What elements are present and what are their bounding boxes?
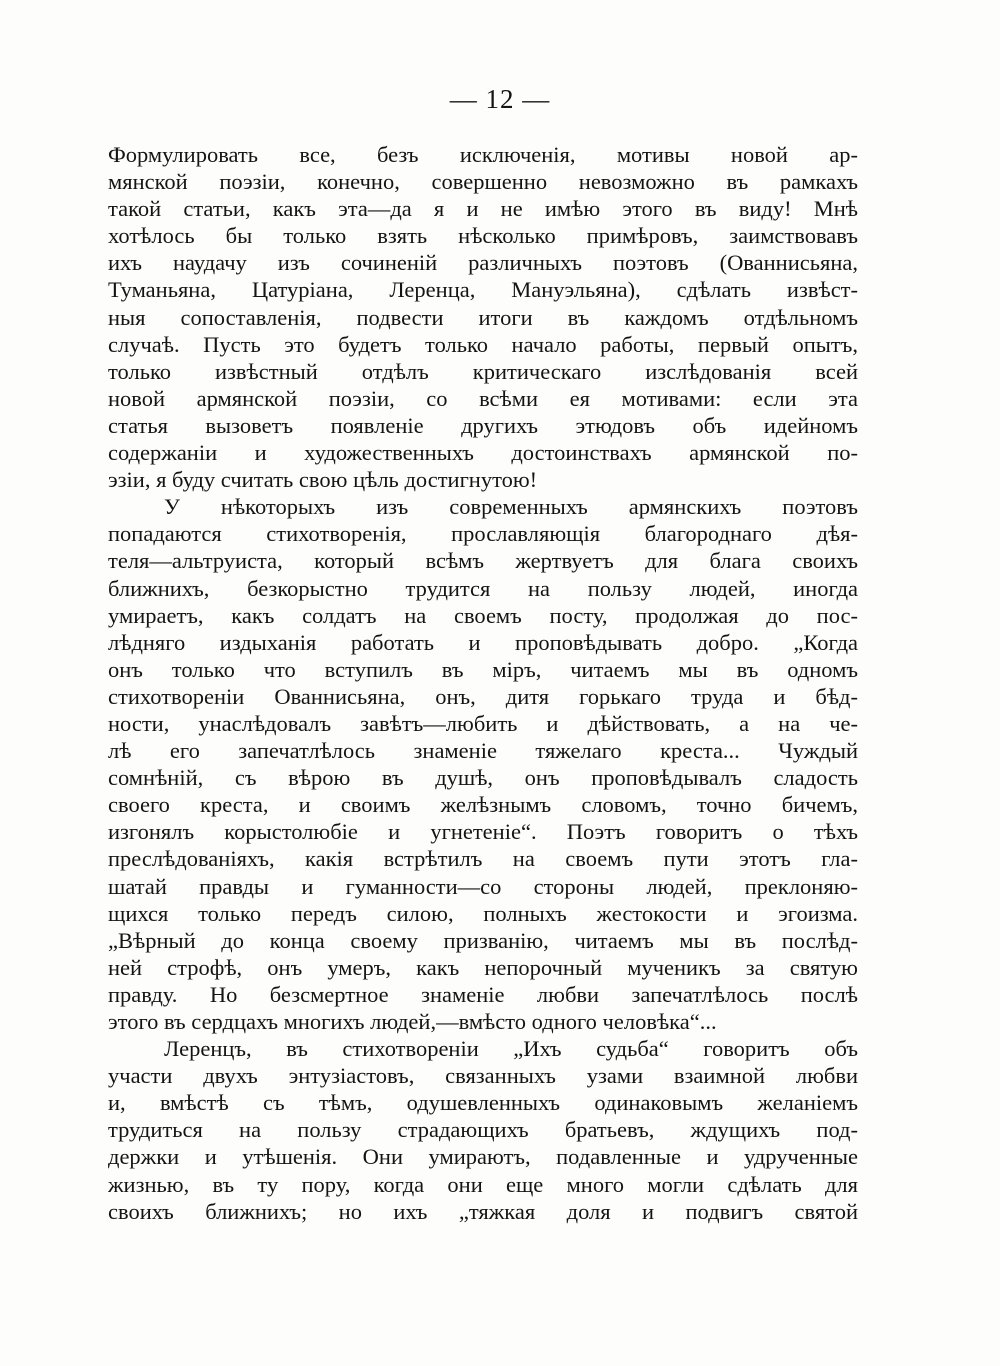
text-line: участи двухъ энтузіастовъ, связанныхъ узами взаимной любви [108,1063,858,1089]
text-line: правду. Но безсмертное знаменіе любви запечатлѣлось послѣ [108,981,858,1007]
text-line: жизнью, въ ту пору, когда они еще много могли сдѣлать для [108,1171,858,1197]
page-number: — 12 — [449,84,551,114]
text-line: ближнихъ, безкорыстно трудится на пользу людей, иногда [108,575,858,601]
text-line: теля—альтруиста, который всѣмъ жертвуетъ для блага своихъ [108,548,858,574]
body-text [108,141,858,1225]
text-line: случаѣ. Пусть это будетъ только начало работы, первый опытъ, [108,331,858,357]
text-line: Формулировать все, безъ исключенія, мотивы новой ар- [108,142,858,167]
text-line: сомнѣній, съ вѣрою въ душѣ, онъ проповѣдывалъ сладость [108,765,858,791]
text-line: Леренцъ, въ стихотвореніи „Ихъ судьба“ говоритъ объ [164,1036,858,1062]
text-line: новой армянской поэзіи, со всѣми ея мотивами: если эта [108,385,858,411]
text-line: своего креста, и своимъ желѣзнымъ словомъ, точно бичемъ, [108,792,858,818]
text-line: трудиться на пользу страдающихъ братьевъ, ждущихъ под- [108,1117,858,1143]
text-line: лѣ его запечатлѣлось знаменіе тяжелаго креста... Чуждый [108,738,858,764]
text-line: и, вмѣстѣ съ тѣмъ, одушевленныхъ одинаковымъ желаніемъ [108,1090,858,1116]
text-line: ней строфѣ, онъ умеръ, какъ непорочный мученикъ за святую [108,954,858,980]
text-line: щихся только передъ силою, полныхъ жестокости и эгоизма. [108,900,858,926]
text-line: У нѣкоторыхъ изъ современныхъ армянскихъ поэтовъ [164,494,858,520]
text-line: изгонялъ корыстолюбіе и угнетеніе“. Поэтъ говоритъ о тѣхъ [108,819,858,845]
text-line: шатай правды и гуманности—со стороны людей, преклоняю- [108,873,858,899]
text-line: мянской поэзіи, конечно, совершенно невозможно въ рамкахъ [108,169,858,195]
text-line: преслѣдованіяхъ, какія встрѣтилъ на своемъ пути этотъ гла- [108,846,858,872]
text-line: „Вѣрный до конца своему призванію, читаемъ мы въ послѣд- [108,927,858,953]
text-line: ности, унаслѣдовалъ завѣтъ—любить и дѣйствовать, а на че- [108,710,858,736]
text-line: стихотвореніи Ованнисьяна, онъ, дитя горькаго труда и бѣд- [108,683,858,709]
text-line: этого въ сердцахъ многихъ людей,—вмѣсто одного человѣка“... [108,1009,717,1034]
text-line: содержаніи и художественныхъ достоинствахъ армянской по- [108,440,858,466]
text-line: хотѣлось бы только взять нѣсколько примѣровъ, заимствовавъ [108,223,858,249]
text-line: держки и утѣшенія. Они умираютъ, подавленные и удрученные [108,1144,858,1170]
text-line: онъ только что вступилъ въ міръ, читаемъ мы въ одномъ [108,656,858,682]
text-line: только извѣстный отдѣлъ критическаго изслѣдованія всей [108,358,858,384]
text-line: Туманьяна, Цатуріана, Леренца, Мануэльяна), сдѣлать извѣст- [108,277,858,303]
text-line: статья вызоветъ появленіе другихъ этюдовъ объ идейномъ [108,412,858,438]
text-line: ныя сопоставленія, подвести итоги въ каждомъ отдѣльномъ [108,304,858,330]
text-line: эзіи, я буду считать свою цѣль достигнутою! [108,467,538,493]
text-line: своихъ ближнихъ; но ихъ „тяжкая доля и подвигъ святой [108,1198,858,1224]
text-line: умираетъ, какъ солдатъ на своемъ посту, продолжая до пос- [108,602,858,628]
text-line: ихъ наудачу изъ сочиненій различныхъ поэтовъ (Ованнисьяна, [108,250,858,276]
text-line: лѣдняго издыханія работать и проповѣдывать добро. „Когда [108,629,858,655]
text-line: такой статьи, какъ эта—да я и не имѣю этого въ виду! Мнѣ [108,196,858,222]
text-line: попадаются стихотворенія, прославляющія благороднаго дѣя- [108,521,858,547]
